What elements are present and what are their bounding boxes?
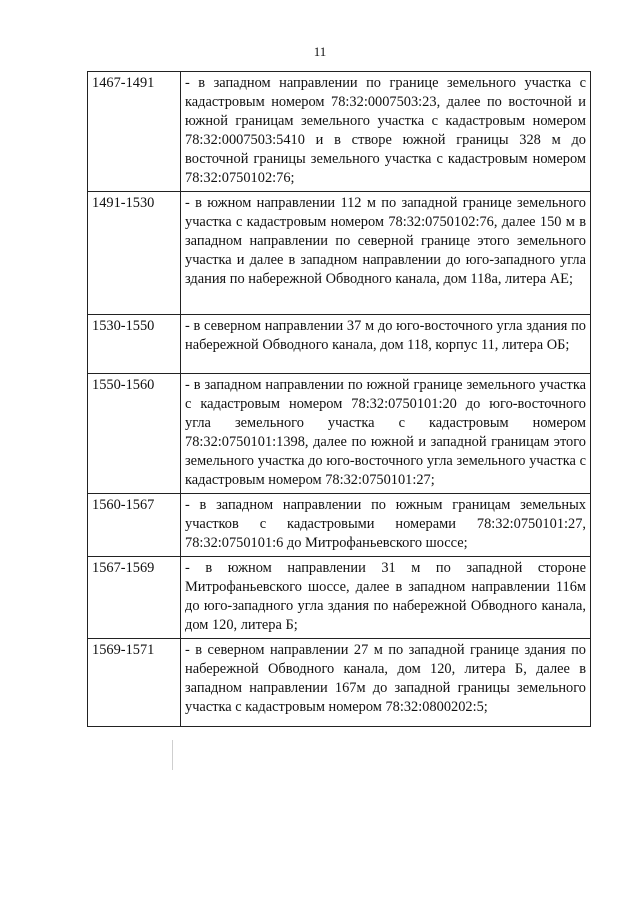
table-row bbox=[88, 639, 591, 727]
table-row bbox=[88, 557, 591, 639]
boundary-description-cell: - в западном направлении по южной границе земельного участка с кадастровым номером 78:32:0750101:20 до юго-восточного угла земельного участка с кадастровым номером 78:32:0750101:1398, далее по южной и западной границам этого земельного участка до юго-восточного угла земельного участка с кадастровым номером 78:32:0750101:27; bbox=[181, 374, 591, 494]
boundary-description-table bbox=[87, 71, 591, 727]
point-range-cell: 1567-1569 bbox=[88, 557, 181, 639]
scan-artifact-line bbox=[172, 740, 173, 770]
point-range-cell: 1560-1567 bbox=[88, 494, 181, 557]
table-row bbox=[88, 72, 591, 192]
point-range-cell: 1491-1530 bbox=[88, 192, 181, 315]
point-range-cell: 1550-1560 bbox=[88, 374, 181, 494]
point-range-cell: 1467-1491 bbox=[88, 72, 181, 192]
boundary-description-cell: - в южном направлении 112 м по западной границе земельного участка с кадастровым номером 78:32:0750102:76, далее 150 м в западном направлении по северной границе этого земельного участка и далее в западном направлении до юго-западного угла здания по набережной Обводного канала, дом 118а, литера АЕ; bbox=[181, 192, 591, 315]
boundary-description-cell: - в западном направлении по южным границам земельных участков с кадастровыми номерами 78:32:0750101:27, 78:32:0750101:6 до Митрофаньевского шоссе; bbox=[181, 494, 591, 557]
point-range-cell: 1530-1550 bbox=[88, 315, 181, 374]
boundary-description-cell: - в северном направлении 37 м до юго-восточного угла здания по набережной Обводного канала, дом 118, корпус 11, литера ОБ; bbox=[181, 315, 591, 374]
boundary-description-cell: - в южном направлении 31 м по западной стороне Митрофаньевского шоссе, далее в западном направлении 116м до юго-западного угла здания по набережной Обводного канала, дом 120, литера Б; bbox=[181, 557, 591, 639]
page-number: 11 bbox=[313, 44, 327, 59]
boundary-description-cell: - в западном направлении по границе земельного участка с кадастровым номером 78:32:0007503:23, далее по восточной и южной границам земельного участка с кадастровым номером 78:32:0007503:5410 и в створе южной границы 328 м до восточной границы земельного участка с кадастровым номером 78:32:0750102:76; bbox=[181, 72, 591, 192]
point-range-cell: 1569-1571 bbox=[88, 639, 181, 727]
table-row bbox=[88, 494, 591, 557]
boundary-description-cell: - в северном направлении 27 м по западной границе здания по набережной Обводного канала, дом 120, литера Б, далее в западном направлении 167м до западной границы земельного участка с кадастровым номером 78:32:0800202:5; bbox=[181, 639, 591, 727]
table-row bbox=[88, 374, 591, 494]
table-row bbox=[88, 315, 591, 374]
table-row bbox=[88, 192, 591, 315]
